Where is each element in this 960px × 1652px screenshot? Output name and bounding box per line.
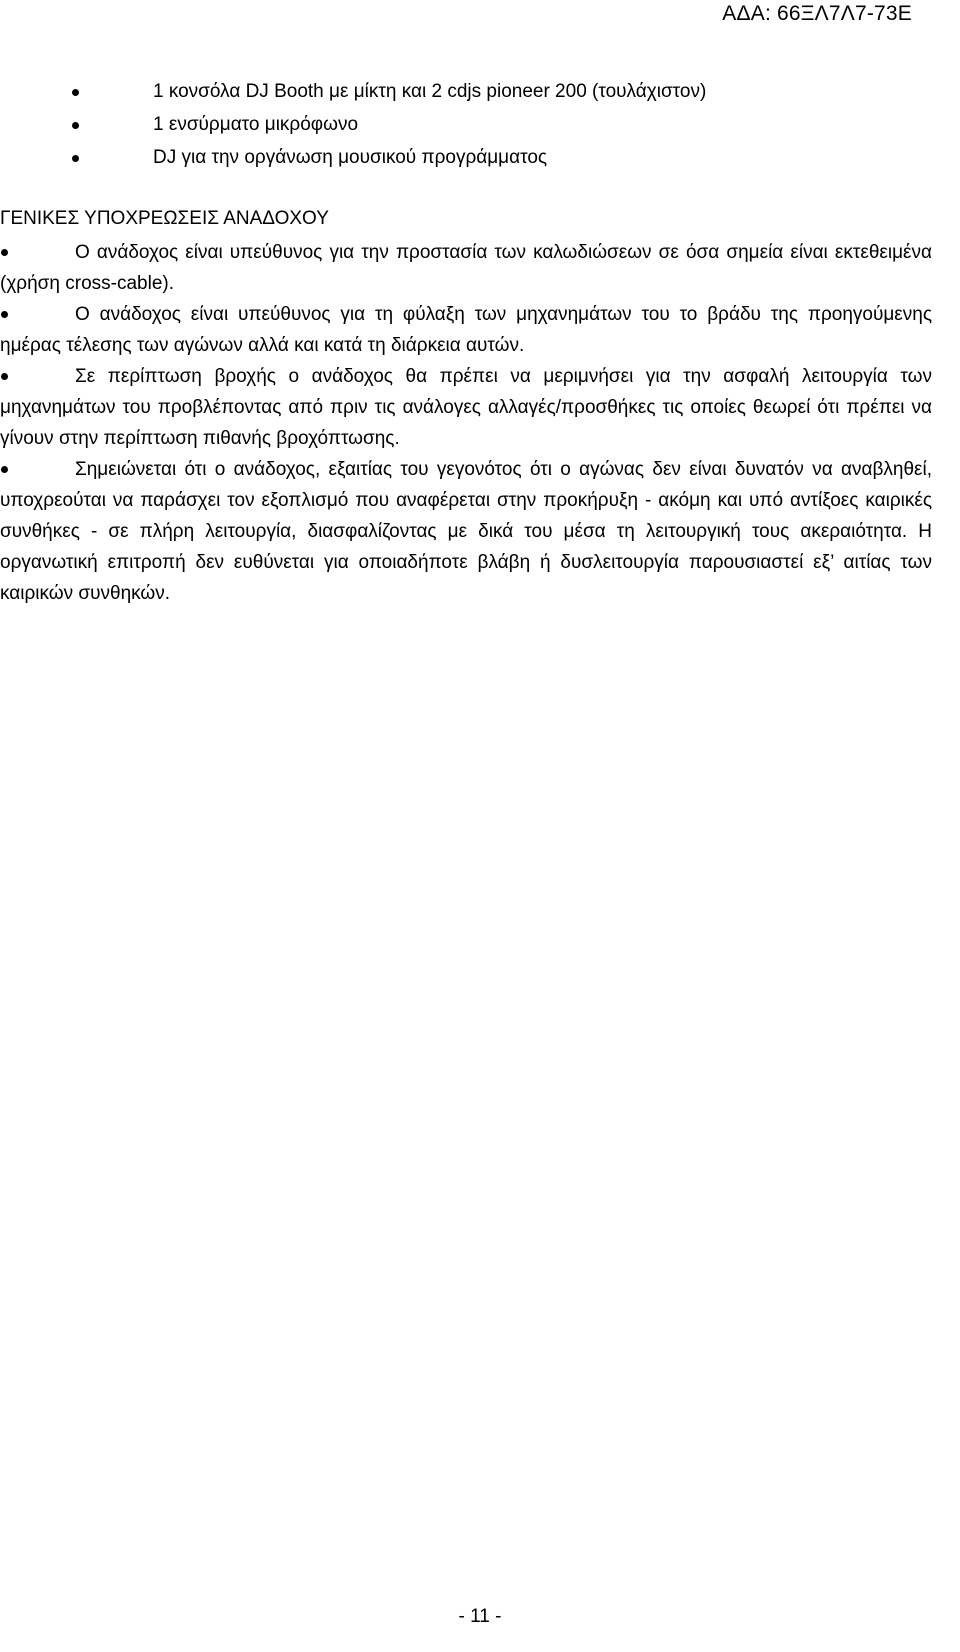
obligation-paragraph [0, 299, 932, 361]
obligation-text: Σε περίπτωση βροχής ο ανάδοχος θα πρέπει να μεριμνήσει για την ασφαλή λειτουργία των μηχανημάτων του προβλέποντας από πριν τις ανάλογες αλλαγές/προσθήκες τις οποίες θεωρεί ότι πρέπει να γίνουν στην περίπτωση πιθανής βροχόπτωσης. [0, 366, 932, 449]
equipment-list [0, 75, 960, 174]
list-item-text: DJ για την οργάνωση μουσικού προγράμματος [153, 147, 548, 168]
bullet-icon [1, 249, 8, 256]
obligation-paragraph [0, 454, 932, 609]
bullet-icon [72, 122, 79, 129]
bullet-icon [1, 311, 8, 318]
list-item [0, 141, 960, 174]
obligation-text: Ο ανάδοχος είναι υπεύθυνος για τη φύλαξη των μηχανημάτων του το βράδυ της προηγούμενης ημέρας τέλεσης των αγώνων αλλά και κατά τη διάρκεια αυτών. [0, 304, 932, 356]
bullet-icon [72, 155, 79, 162]
bullet-icon [1, 466, 8, 473]
obligation-text: Σημειώνεται ότι ο ανάδοχος, εξαιτίας του γεγονότος ότι ο αγώνας δεν είναι δυνατόν να αναβληθεί, υποχρεούται να παράσχει τον εξοπλισμό που αναφέρεται στην προκήρυξη - ακόμη και υπό αντίξοες καιρικές συνθήκες - σε πλήρη λειτουργία, διασφαλίζοντας με δικά του μέσα τη λειτουργική τους ακεραιότητα. Η οργανωτική επιτροπή δεν ευθύνεται για οποιαδήποτε βλάβη ή δυσλειτουργία παρουσιαστεί εξ’ αιτίας των καιρικών συνθηκών. [0, 459, 932, 604]
ada-code: ΑΔΑ: 66ΞΛ7Λ7-73Ε [722, 2, 912, 25]
bullet-icon [72, 89, 79, 96]
obligations-list [0, 237, 932, 609]
page-number: - 11 - [458, 1606, 502, 1627]
obligation-text: Ο ανάδοχος είναι υπεύθυνος για την προστασία των καλωδιώσεων σε όσα σημεία είναι εκτεθειμένα (χρήση cross-cable). [0, 242, 932, 294]
obligation-paragraph [0, 237, 932, 299]
list-item-text: 1 κονσόλα DJ Booth με μίκτη και 2 cdjs pioneer 200 (τουλάχιστον) [153, 81, 707, 102]
list-item [0, 75, 960, 108]
section-heading: ΓΕΝΙΚΕΣ ΥΠΟΧΡΕΩΣΕΙΣ ΑΝΑΔΟΧΟΥ [0, 208, 329, 229]
bullet-icon [1, 373, 8, 380]
list-item-text: 1 ενσύρματο μικρόφωνο [153, 114, 359, 135]
obligation-paragraph [0, 361, 932, 454]
list-item [0, 108, 960, 141]
